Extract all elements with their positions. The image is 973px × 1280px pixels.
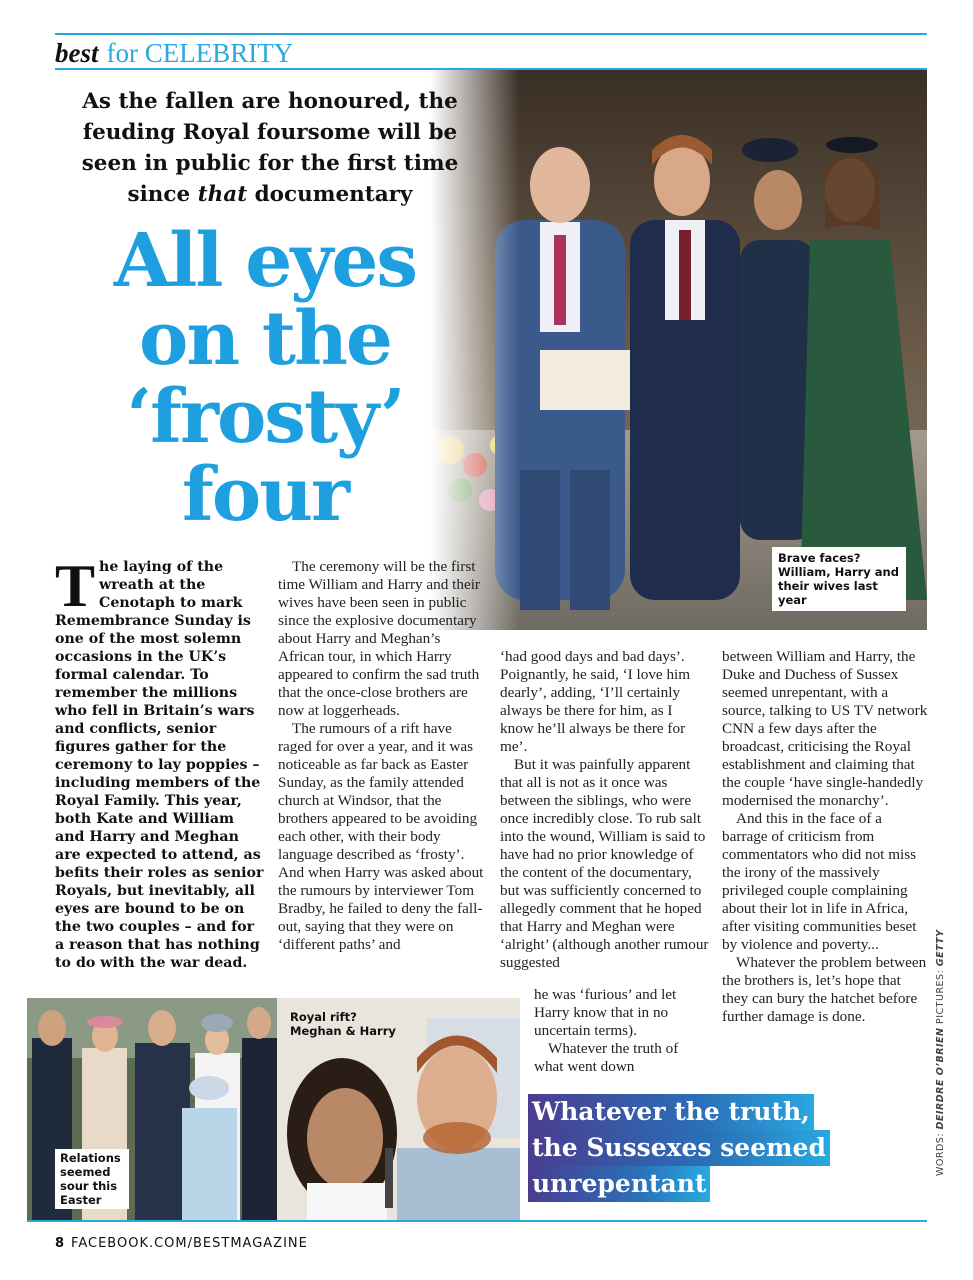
body-paragraph: And this in the face of a barrage of criticism from commentators who did not miss the irony of the massively privileged couple complaining about their lot in life in Africa, after visiting communities beset by violence and poverty... <box>722 810 917 953</box>
body-column-4 <box>722 648 930 1026</box>
pull-quote <box>528 1094 830 1202</box>
photo-credit <box>935 929 946 1176</box>
royal-rift-caption: Royal rift? Meghan & Harry <box>290 1010 396 1038</box>
pull-quote-line-3: unrepentant <box>528 1166 710 1202</box>
body-paragraph: The rumours of a rift have raged for over a year, and it was noticeable as far back as Easter Sunday, as the family attended church at Windsor, that the brothers appeared to be avoiding each other, with their body language described as ‘frosty’. And when Harry was asked about the rumours by interviewer Tom Bradby, he failed to deny the fall-out, saying that they were on ‘different paths’ and <box>278 720 484 953</box>
standfirst-part2: documentary <box>247 182 413 207</box>
brand-label: best <box>55 38 99 68</box>
top-rule <box>55 33 927 35</box>
credit-pictures-name: GETTY <box>935 929 946 967</box>
pull-quote-line-1: Whatever the truth, <box>528 1094 814 1130</box>
body-paragraph: Whatever the truth of what went down <box>534 1040 679 1075</box>
page-footer <box>55 1236 308 1251</box>
credit-words-name: DEIRDRE O’BRIEN <box>935 1027 946 1130</box>
main-photo-caption: Brave faces? William, Harry and their wives last year <box>772 547 906 611</box>
facebook-link[interactable]: FACEBOOK.COM/BESTMAGAZINE <box>71 1236 308 1251</box>
bottom-rule <box>27 1220 927 1222</box>
headline-line-4: four <box>182 452 348 538</box>
section-header <box>55 37 293 69</box>
body-paragraph: he was ‘furious’ and let Harry know that in no uncertain terms). <box>534 986 677 1039</box>
headline-line-1: All eyes <box>113 218 417 304</box>
standfirst-emphasis: that <box>197 182 248 207</box>
credit-pictures-label: PICTURES: <box>935 966 946 1028</box>
easter-photo-caption: Relations seemed sour this Easter <box>55 1149 129 1209</box>
intro-paragraph <box>55 553 267 972</box>
standfirst-part1: As the fallen are honoured, the feuding Royal foursome will be seen in public for the first time since <box>81 89 459 207</box>
headline <box>55 218 475 538</box>
headline-line-2: on the <box>139 296 391 382</box>
page-number: 8 <box>55 1236 66 1251</box>
body-paragraph: But it was painfully apparent that all is not as it once was between the siblings, who were once incredibly close. To rub salt into the wound, William is said to have had no prior knowledge of the content of the documentary, but was sufficiently concerned to allegedly comment that he hoped that Harry and Meghan were ‘alright’ (although another rumour suggested <box>500 756 709 971</box>
main-photo <box>430 70 927 630</box>
body-column-3-continued <box>534 986 710 1076</box>
intro-text: he laying of the wreath at the Cenotaph to mark Remembrance Sunday is one of the most solemn occasions in the UK’s formal calendar. To remember the millions who fell in Britain’s wars and conflicts, senior figures gather for the ceremony to lay poppies – including members of the Royal Family. This year, both Kate and William and Harry and Meghan are expected to attend, as befits their roles as senior Royals, but inevitably, all eyes are bound to be on the two couples – and for a reason that has nothing to do with the war dead. <box>55 559 264 971</box>
drop-cap: T <box>55 553 96 619</box>
pull-quote-line-2: the Sussexes seemed <box>528 1130 830 1166</box>
headline-line-3: ‘frosty’ <box>126 374 404 460</box>
standfirst <box>55 86 485 210</box>
body-column-3 <box>500 648 710 972</box>
body-column-2 <box>278 558 486 954</box>
body-paragraph: The ceremony will be the first time William and Harry and their wives have been seen in public since the explosive documentary about Harry and Meghan’s African tour, in which Harry appeared to confirm the sad truth that the once-close brothers are now at loggerheads. <box>278 558 480 719</box>
main-photo-image <box>430 70 927 630</box>
body-paragraph: Whatever the problem between the brothers is, let’s hope that they can bury the hatchet before further damage is done. <box>722 954 927 1025</box>
body-paragraph: ‘had good days and bad days’. Poignantly, he said, ‘I love him dearly’, adding, ‘I’ll certainly always be there for him, as I know he’ll always be there for me’. <box>500 648 691 755</box>
body-paragraph: between William and Harry, the Duke and Duchess of Sussex seemed unrepentant, with a source, talking to US TV network CNN a few days after the broadcast, criticising the Royal establishment and claiming that the couple ‘have single-handedly modernised the monarchy’. <box>722 648 928 809</box>
category-label: for CELEBRITY <box>106 38 294 68</box>
credit-words-label: WORDS: <box>935 1129 946 1176</box>
